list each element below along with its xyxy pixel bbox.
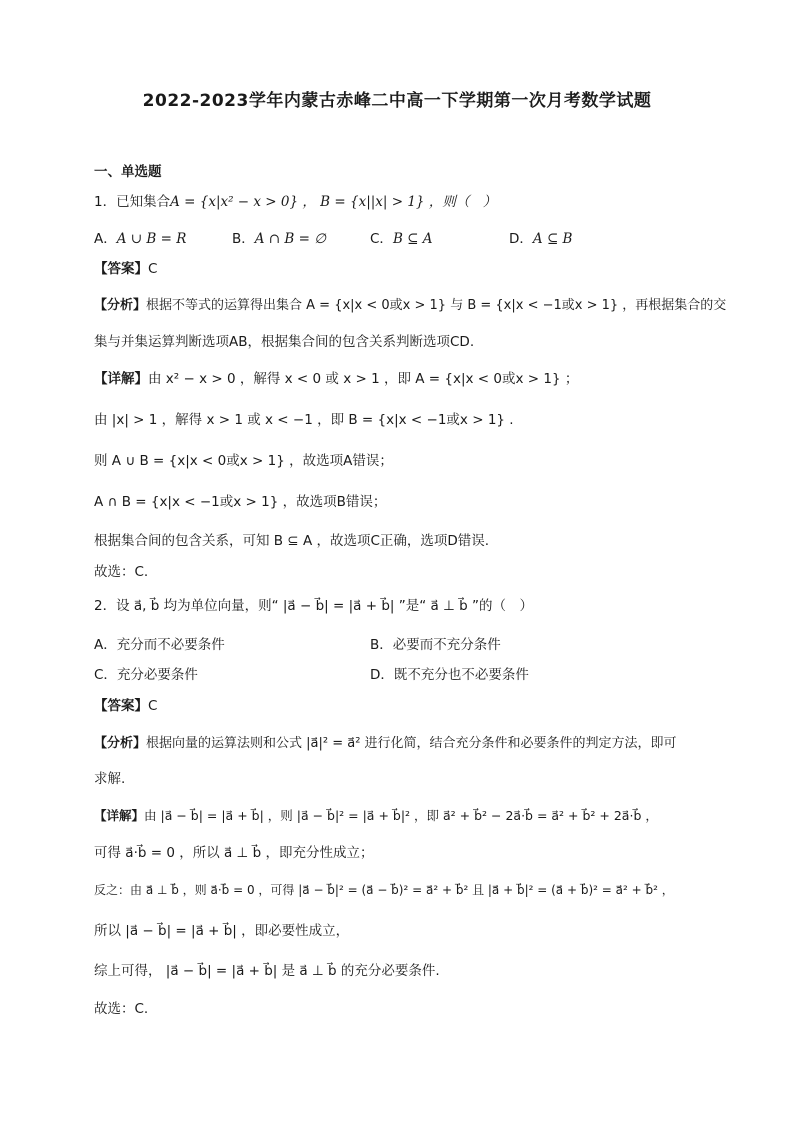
detail-tag: 【详解】 [94, 371, 148, 387]
q2-detail-line-4: 所以 |a⃗ − b⃗| = |a⃗ + b⃗| ，即必要性成立， [94, 923, 350, 939]
q2-option-d [370, 665, 529, 685]
q1-analysis-line-1 [94, 296, 727, 316]
q2-option-c [94, 665, 198, 685]
option-math: A ⊆ B [532, 231, 573, 247]
option-text: 充分而不必要条件 [116, 637, 225, 653]
q2-option-b [370, 635, 501, 655]
document-title: 2022-2023学年内蒙古赤峰二中高一下学期第一次月考数学试题 [142, 91, 652, 111]
option-label: D． [509, 231, 533, 247]
option-label: D． [370, 667, 394, 683]
q1-detail-line-1 [94, 369, 704, 389]
option-label: C． [94, 667, 117, 683]
q1-option-b [232, 229, 326, 249]
option-label: A． [94, 637, 117, 653]
option-label: B． [370, 637, 393, 653]
answer-tag: 【答案】 [94, 698, 148, 714]
q1-option-d [509, 229, 572, 249]
q1-option-c [370, 229, 433, 249]
detail-text: 由 x² − x > 0 ，解得 x < 0 或 x > 1 ，即 A = {x|x < 0或x > 1} ； [148, 371, 579, 387]
analysis-tag: 【分析】 [94, 298, 147, 313]
option-label: C． [370, 231, 393, 247]
q1-detail-line-5: 根据集合间的包含关系，可知 B ⊆ A ，故选项C正确，选项D错误. [94, 533, 490, 549]
q1-stem-math: A = {x|x² − x > 0} ， B = {x||x| > 1} ，则（ ） [170, 194, 497, 210]
answer-tag: 【答案】 [94, 261, 148, 277]
option-text: 既不充分也不必要条件 [393, 667, 529, 683]
option-label: A． [94, 231, 117, 247]
option-text: 充分必要条件 [116, 667, 198, 683]
q2-option-a [94, 635, 225, 655]
q1-detail-line-4: A ∩ B = {x|x < −1或x > 1} ，故选项B错误； [94, 494, 387, 510]
q2-detail-line-5: 综上可得， |a⃗ − b⃗| = |a⃗ + b⃗| 是 a⃗ ⊥ b⃗ 的充分必要条件. [94, 963, 440, 979]
q1-detail-line-3: 则 A ∪ B = {x|x < 0或x > 1} ，故选项A错误； [94, 453, 393, 469]
q1-stem [94, 192, 704, 212]
option-math: B ⊆ A [392, 231, 433, 247]
q2-stem: 2．设 a⃗, b⃗ 均为单位向量，则“ |a⃗ − b⃗| = |a⃗ + b⃗| ”是“ a⃗ ⊥ b⃗ ”的（ ） [94, 598, 533, 614]
q1-detail-line-6: 故选：C. [94, 564, 149, 580]
q1-answer [94, 259, 704, 279]
q2-detail-line-2: 可得 a⃗·b⃗ = 0 ，所以 a⃗ ⊥ b⃗ ，即充分性成立； [94, 845, 374, 861]
q1-detail-line-2: 由 |x| > 1 ，解得 x > 1 或 x < −1 ，即 B = {x|x < −1或x > 1} . [94, 412, 514, 428]
answer-value: C [148, 261, 158, 277]
detail-tag: 【详解】 [94, 808, 145, 823]
q1-analysis-line-2: 集与并集运算判断选项AB，根据集合间的包含关系判断选项CD. [94, 334, 475, 350]
answer-value: C [148, 698, 158, 714]
q2-detail-line-1 [94, 806, 704, 826]
analysis-text: 根据向量的运算法则和公式 |a⃗|² = a⃗² 进行化简，结合充分条件和必要条件的判定方法，即可 [146, 736, 677, 751]
option-text: 必要而不充分条件 [392, 637, 501, 653]
analysis-text: 根据不等式的运算得出集合 A = {x|x < 0或x > 1} 与 B = {x|x < −1或x > 1} ，再根据集合的交 [146, 298, 727, 313]
option-math: A ∪ B = R [116, 231, 187, 247]
q2-answer [94, 696, 704, 716]
q1-stem-text: 1．已知集合 [94, 194, 171, 210]
detail-text: 由 |a⃗ − b⃗| = |a⃗ + b⃗| ，则 |a⃗ − b⃗|² = |a⃗ + b⃗|² ，即 a⃗² + b⃗² − 2a⃗·b⃗ = a⃗² + b⃗² + 2a⃗·b⃗ ， [144, 808, 658, 823]
q1-option-a [94, 229, 186, 249]
section-heading: 一、单选题 [94, 164, 162, 180]
option-math: A ∩ B = ∅ [254, 231, 326, 247]
option-label: B． [232, 231, 255, 247]
q2-detail-line-6: 故选：C. [94, 1001, 149, 1017]
q2-detail-line-3: 反之：由 a⃗ ⊥ b⃗ ，则 a⃗·b⃗ = 0 ，可得 |a⃗ − b⃗|² = (a⃗ − b⃗)² = a⃗² + b⃗² 且 |a⃗ + b⃗|² = (a⃗ + b⃗)² = a⃗² + b⃗² ， [94, 883, 674, 897]
analysis-tag: 【分析】 [94, 736, 147, 751]
q2-analysis-line-2: 求解. [94, 771, 126, 787]
q2-analysis-line-1 [94, 734, 704, 754]
